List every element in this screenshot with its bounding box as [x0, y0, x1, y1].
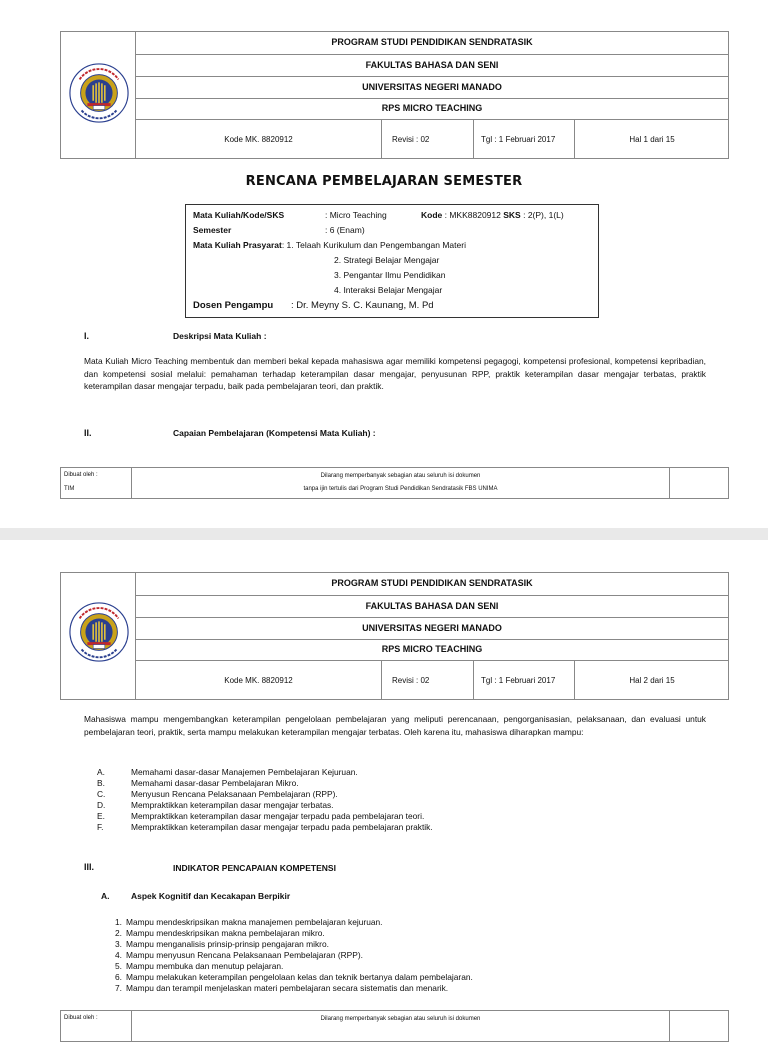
list-item: 1. Mampu mendeskripsikan makna manajemen pembelajaran kejuruan. [115, 917, 383, 927]
footer-notice-line-1: Dilarang memperbanyak sebagian atau seluruh isi dokumen [320, 1016, 481, 1022]
subsection-a-title: Aspek Kognitif dan Kecakapan Berpikir [131, 891, 291, 901]
date: Tgl : 1 Februari 2017 [475, 661, 575, 699]
document-header [60, 572, 729, 700]
page-number: Hal 2 dari 15 [629, 675, 675, 685]
header-program: PROGRAM STUDI PENDIDIKAN SENDRATASIK [136, 32, 728, 55]
page-number: Hal 1 dari 15 [629, 134, 675, 144]
prerequisite-item: 3. Pengantar Ilmu Pendidikan [334, 270, 446, 280]
header-info-row [136, 120, 728, 158]
section-1-number: I. [84, 331, 90, 341]
date: Tgl : 1 Februari 2017 [475, 120, 575, 158]
footer-made-by: Dibuat oleh : [64, 472, 98, 478]
lecturer-row: Dosen Pengampu : Dr. Meyny S. C. Kaunang, M. Pd [193, 300, 434, 311]
course-code: Kode MK. 8820912 [136, 661, 382, 699]
list-item: A. Memahami dasar-dasar Manajemen Pembelajaran Kejuruan. [97, 767, 358, 777]
university-seal-icon [68, 62, 130, 124]
list-item: D. Mempraktikkan keterampilan dasar mengajar terbatas. [97, 800, 334, 810]
header-faculty: FAKULTAS BAHASA DAN SENI [136, 55, 728, 77]
subsection-a-number: A. [101, 891, 110, 901]
header-doc-name: RPS MICRO TEACHING [136, 640, 728, 661]
header-faculty: FAKULTAS BAHASA DAN SENI [136, 596, 728, 618]
list-item: 7. Mampu dan terampil menjelaskan materi pembelajaran secara sistematis dan menarik. [115, 983, 449, 993]
university-seal-icon [68, 601, 130, 663]
prerequisite-item: 4. Interaksi Belajar Mengajar [334, 285, 443, 295]
document-header [60, 31, 729, 159]
prerequisite-row: Mata Kuliah Prasyarat: 1. Telaah Kurikulum dan Pengembangan Materi [193, 240, 466, 250]
prerequisite-item: 2. Strategi Belajar Mengajar [334, 255, 440, 265]
header-university: UNIVERSITAS NEGERI MANADO [136, 77, 728, 99]
list-item: C. Menyusun Rencana Pelaksanaan Pembelajaran (RPP). [97, 789, 338, 799]
page-2 [0, 540, 768, 1024]
list-item: 5. Mampu membuka dan menutup pelajaran. [115, 961, 284, 971]
list-item: 6. Mampu melakukan keterampilan pengelolaan kelas dan teknik bertanya dalam pembelajaran. [115, 972, 473, 982]
footer-author-cell [61, 468, 132, 498]
list-item: B. Memahami dasar-dasar Pembelajaran Mikro. [97, 778, 299, 788]
footer-team: TIM [64, 486, 75, 492]
list-item: 3. Mampu menganalisis prinsip-prinsip pengajaran mikro. [115, 939, 329, 949]
section-1-title: Deskripsi Mata Kuliah : [173, 331, 267, 341]
list-item: 2. Mampu mendeskripsikan makna pembelajaran mikro. [115, 928, 325, 938]
footer-author-cell [61, 1011, 132, 1041]
footer-notice-line-2: tanpa ijin tertulis dari Program Studi Pendidikan Sendratasik FBS UNIMA [303, 486, 498, 492]
header-info-row [136, 661, 728, 699]
page-separator [0, 528, 768, 540]
logo-cell [61, 32, 136, 158]
footer-made-by: Dibuat oleh : [64, 1015, 98, 1021]
course-code: Kode MK. 8820912 [136, 120, 382, 158]
section-2-number: II. [84, 428, 92, 438]
footer-empty-cell [669, 468, 728, 498]
revision: Revisi : 02 [382, 120, 474, 158]
list-item: E. Mempraktikkan keterampilan dasar mengajar terpadu pada pembelajaran teori. [97, 811, 425, 821]
list-item: F. Mempraktikkan keterampilan dasar mengajar terpadu pada pembelajaran praktik. [97, 822, 433, 832]
header-doc-name: RPS MICRO TEACHING [136, 99, 728, 120]
semester-row: Semester : 6 (Enam) [193, 225, 365, 235]
footer-notice-line-1: Dilarang memperbanyak sebagian atau seluruh isi dokumen [320, 473, 481, 479]
section-3-number: III. [84, 862, 95, 872]
document-footer [60, 467, 729, 499]
course-row: Mata Kuliah/Kode/SKS : Micro Teaching Kode : MKK8820912 SKS : 2(P), 1(L) [193, 210, 564, 220]
revision: Revisi : 02 [382, 661, 474, 699]
course-description: Mata Kuliah Micro Teaching membentuk dan memberi bekal kepada mahasiswa agar memiliki kompetensi pegagogi, kompetensi profesional, kompetensi kepribadian, dan kompetensi sosial melalui: pemahaman terhadap keterampilan dasar mengajar, penyusunan RPP, praktik keterampilan dasar mengajar terbatas, praktik keterampilan dasar mengajar terpadu, baik pada pembelajaran teori, dan praktik. [84, 356, 706, 391]
document-footer [60, 1010, 729, 1042]
document-title: RENCANA PEMBELAJARAN SEMESTER [245, 174, 523, 189]
logo-cell [61, 573, 136, 699]
section-2-title: Capaian Pembelajaran (Kompetensi Mata Kuliah) : [173, 428, 376, 438]
competency-intro: Mahasiswa mampu mengembangkan keterampilan pengelolaan pembelajaran yang meliputi perencanaan, pengorganisasian, pelaksanaan, dan evaluasi untuk pembelajaran teori, praktik, serta mampu melakukan keterampilan mengajar terbatas. Oleh karena itu, mahasiswa diharapkan mampu: [84, 714, 706, 737]
header-program: PROGRAM STUDI PENDIDIKAN SENDRATASIK [136, 573, 728, 596]
course-info-box [185, 204, 599, 318]
footer-empty-cell [669, 1011, 728, 1041]
section-3-title: INDIKATOR PENCAPAIAN KOMPETENSI [173, 863, 336, 873]
header-university: UNIVERSITAS NEGERI MANADO [136, 618, 728, 640]
list-item: 4. Mampu menyusun Rencana Pelaksanaan Pembelajaran (RPP). [115, 950, 363, 960]
